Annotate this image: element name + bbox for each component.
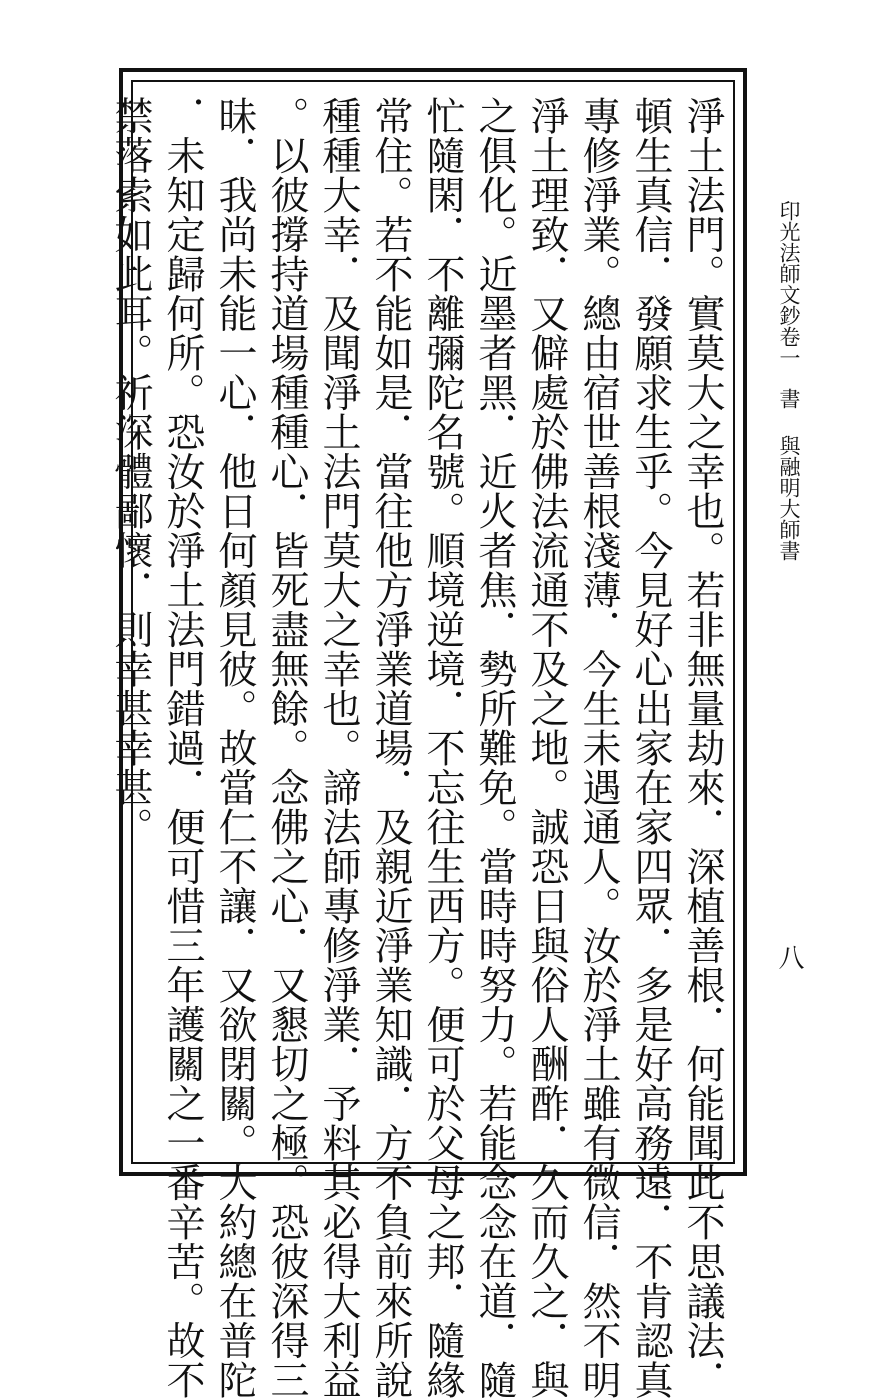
text-column: 常住。若不能如是．當往他方淨業道場．及親近淨業知識．方不負前來所說 (368, 96, 413, 1400)
text-column: ．未知定歸何所。恐汝於淨土法門錯過．便可惜三年護關之一番辛苦。故不 (160, 96, 205, 1400)
text-column: 之俱化。近墨者黑．近火者焦．勢所難免。當時時努力。若能念念在道．隨 (472, 96, 517, 1400)
text-column: 頓生真信．發願求生乎。今見好心出家在家四眾．多是好高務遠．不肯認真 (628, 96, 673, 1400)
letter-body (108, 96, 728, 1400)
letter-title: 與融明大師書 (777, 435, 801, 561)
text-column: 專修淨業。總由宿世善根淺薄．今生未遇通人。汝於淨土雖有微信．然不明 (576, 96, 621, 1400)
text-column: 昧．我尚未能一心．他日何顏見彼。故當仁不讓．又欲閉關。大約總在普陀 (212, 96, 257, 1400)
text-column: 忙隨閑．不離彌陀名號。順境逆境．不忘往生西方。便可於父母之邦．隨緣 (420, 96, 465, 1400)
running-header (772, 200, 806, 660)
text-column: 種種大幸．及聞淨土法門莫大之幸也。諦法師專修淨業．予料其必得大利益 (316, 96, 361, 1400)
text-column: 禁落索如此耳。祈深體鄙懷．則幸甚幸甚。 (108, 96, 153, 847)
section-label: 書 (777, 388, 801, 409)
book-title: 印光法師文鈔卷一 (777, 200, 801, 368)
text-column: 淨土理致．又僻處於佛法流通不及之地。誠恐日與俗人酬酢．久而久之．與 (524, 96, 569, 1400)
text-column: 。以彼撐持道場種種心．皆死盡無餘。念佛之心．又懇切之極。恐彼深得三 (264, 96, 309, 1400)
page-number: 八 (774, 944, 804, 970)
text-column: 淨土法門。實莫大之幸也。若非無量劫來．深植善根．何能聞此不思議法． (680, 96, 725, 1400)
